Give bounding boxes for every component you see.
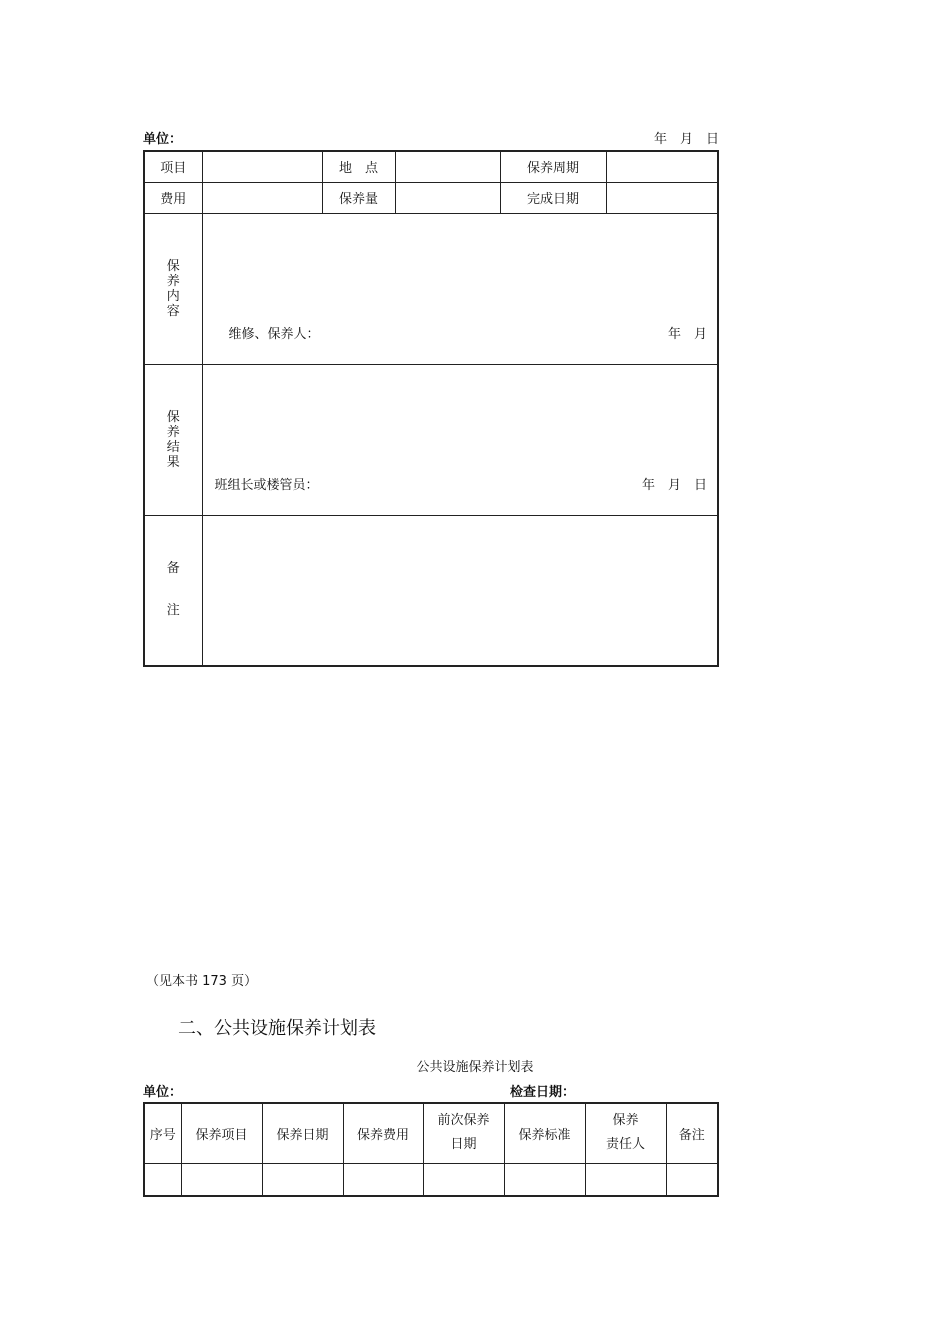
cell-previous-date[interactable]	[423, 1163, 504, 1196]
col-header-date: 保养日期	[262, 1103, 343, 1163]
form2-unit-label: 单位：	[143, 1085, 183, 1100]
finish-date-label: 完成日期	[500, 182, 606, 213]
cell-no[interactable]	[144, 1163, 181, 1196]
result-date-label: 年 月 日	[641, 477, 707, 493]
col-header-cost: 保养费用	[343, 1103, 423, 1163]
maintenance-record-table	[143, 150, 719, 667]
location-value-cell[interactable]	[395, 151, 500, 182]
col-header-responsible-line2: 责任人	[605, 1137, 645, 1153]
col-header-item: 保养项目	[181, 1103, 262, 1163]
check-date-label: 检查日期：	[510, 1085, 576, 1100]
remark-char-1: 备	[166, 561, 180, 577]
cell-item[interactable]	[181, 1163, 262, 1196]
cell-responsible[interactable]	[585, 1163, 666, 1196]
location-label: 地 点	[322, 151, 395, 182]
cycle-value-cell[interactable]	[606, 151, 718, 182]
cell-cost[interactable]	[343, 1163, 423, 1196]
cell-standard[interactable]	[504, 1163, 585, 1196]
col-header-responsible	[585, 1103, 666, 1163]
unit-label: 单位：	[143, 132, 183, 147]
result-label-cell	[144, 364, 202, 515]
cost-label: 费用	[144, 182, 202, 213]
table-row	[144, 1163, 718, 1196]
col-header-previous-date-line1: 前次保养	[437, 1113, 490, 1129]
remark-char-2: 注	[166, 603, 180, 619]
cost-value-cell[interactable]	[202, 182, 322, 213]
result-label: 保养结果	[166, 409, 180, 470]
maintenance-plan-table	[143, 1102, 719, 1197]
cycle-label: 保养周期	[500, 151, 606, 182]
content-cell[interactable]	[202, 213, 718, 364]
col-header-previous-date-line2: 日期	[450, 1137, 477, 1153]
form2-title: 公共设施保养计划表	[416, 1060, 534, 1075]
cell-date[interactable]	[262, 1163, 343, 1196]
col-header-previous-date	[423, 1103, 504, 1163]
col-header-responsible-line1: 保养	[612, 1113, 639, 1129]
quantity-value-cell[interactable]	[395, 182, 500, 213]
result-cell[interactable]	[202, 364, 718, 515]
item-label: 项目	[144, 151, 202, 182]
date-label: 年 月 日	[654, 132, 720, 147]
cell-remark[interactable]	[666, 1163, 718, 1196]
table-header-row	[144, 1103, 718, 1163]
section-title: 二、公共设施保养计划表	[178, 1018, 376, 1039]
result-sign-label: 班组长或楼管员：	[214, 477, 319, 493]
quantity-label: 保养量	[322, 182, 395, 213]
remark-label-cell	[144, 515, 202, 666]
finish-date-value-cell[interactable]	[606, 182, 718, 213]
content-sign-label: 维修、保养人：	[228, 326, 320, 342]
item-value-cell[interactable]	[202, 151, 322, 182]
content-date-label: 年 月	[667, 326, 707, 342]
remark-cell[interactable]	[202, 515, 718, 666]
content-label-cell	[144, 213, 202, 364]
content-label: 保养内容	[166, 258, 180, 319]
col-header-remark: 备注	[666, 1103, 718, 1163]
col-header-no: 序号	[144, 1103, 181, 1163]
col-header-standard: 保养标准	[504, 1103, 585, 1163]
page-reference: （见本书 173 页）	[146, 974, 258, 989]
